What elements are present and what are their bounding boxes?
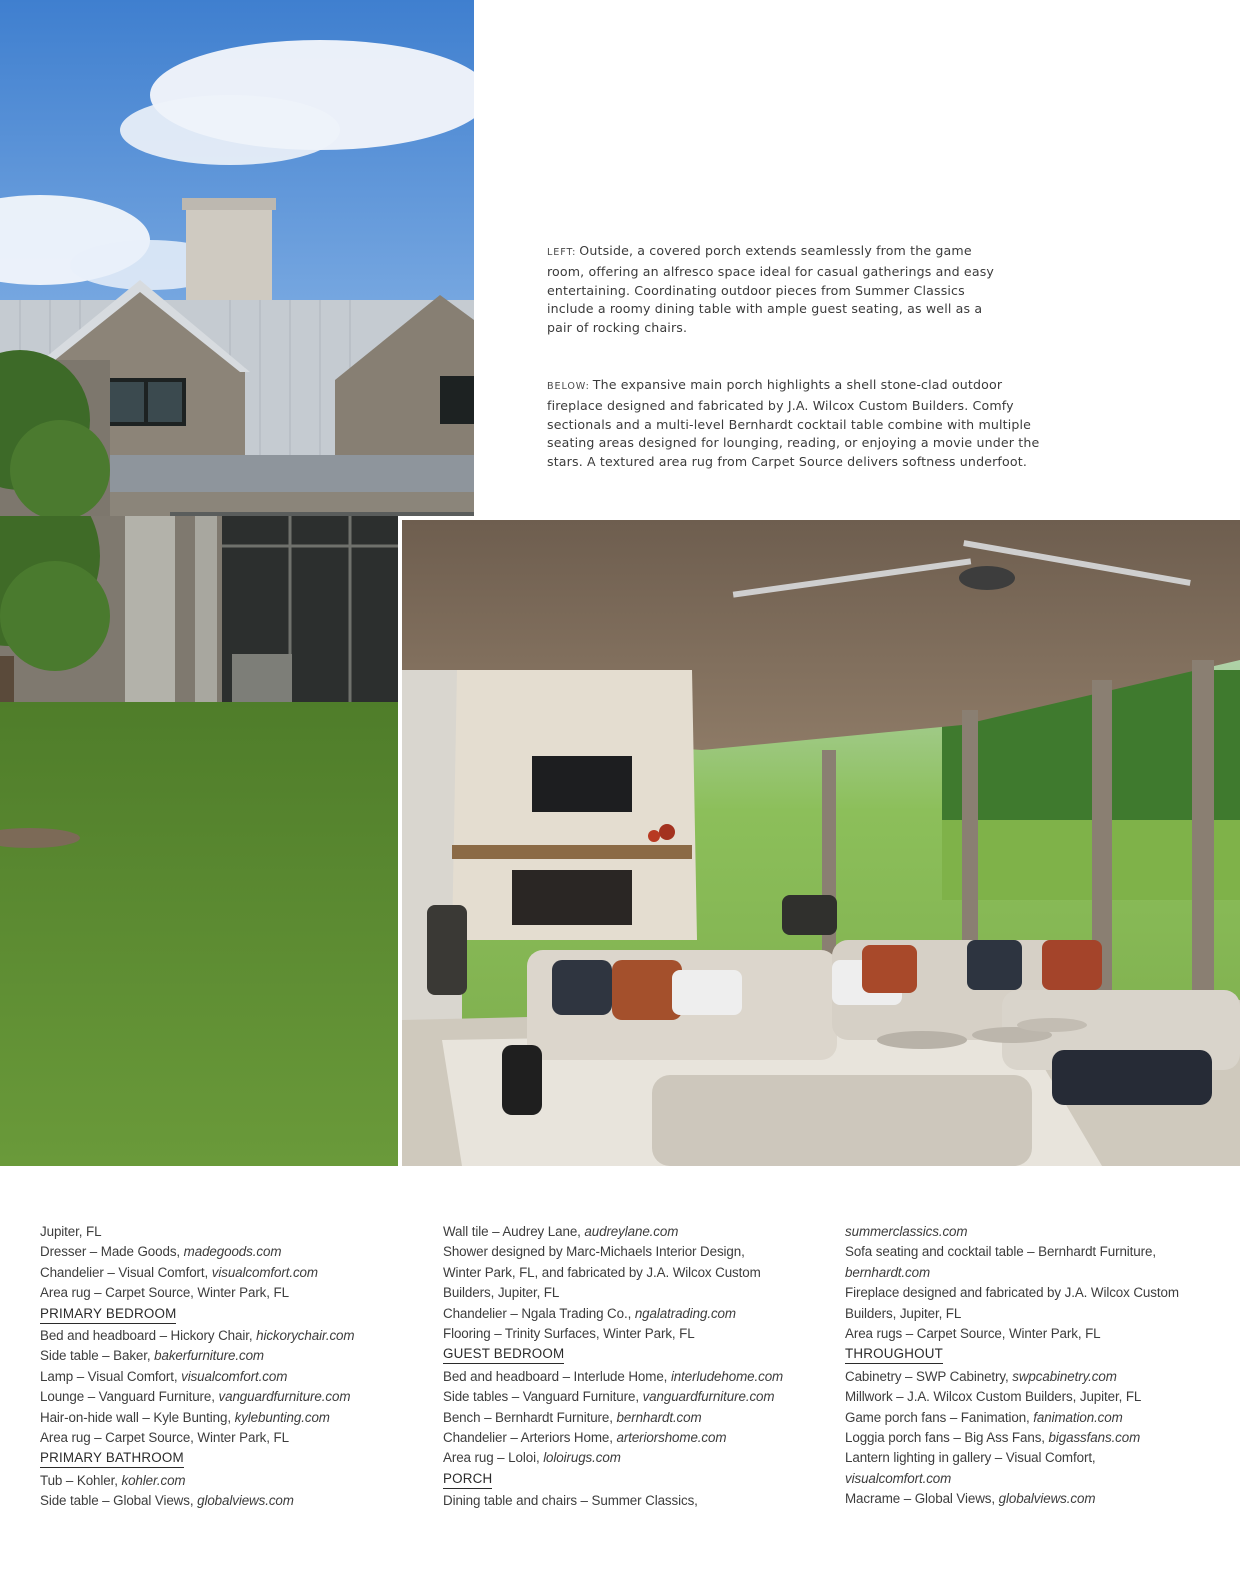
resource-text: Chandelier – Arteriors Home, (443, 1430, 617, 1446)
resource-text: Bench – Bernhardt Furniture, (443, 1409, 617, 1425)
resources-list (40, 1222, 1210, 1522)
caption-line: The expansive main porch highlights a shell stone-clad outdoor (592, 376, 1003, 392)
resource-line (40, 1326, 420, 1346)
resource-line (845, 1263, 1225, 1283)
resource-line (40, 1408, 420, 1428)
resource-website: kohler.com (121, 1472, 186, 1488)
resource-text: Area rug – Carpet Source, Winter Park, FL (40, 1285, 289, 1301)
resource-website: kylebunting.com (234, 1409, 330, 1425)
resource-text: Side tables – Vanguard Furniture, (443, 1389, 643, 1405)
resource-line (443, 1283, 823, 1303)
caption-line: include a roomy dining table with ample guest seating, as well as a (547, 301, 983, 317)
resource-line (845, 1304, 1225, 1324)
resource-line (443, 1304, 823, 1324)
resource-line (40, 1428, 420, 1448)
resource-website: globalviews.com (998, 1491, 1096, 1507)
resource-line (845, 1283, 1225, 1303)
exterior-house-photo (0, 0, 474, 516)
caption-line: Outside, a covered porch extends seamlessly from the game (579, 243, 972, 258)
resource-text: Bed and headboard – Hickory Chair, (40, 1328, 257, 1344)
photo-captions (547, 242, 1057, 472)
resource-line (40, 1471, 420, 1491)
caption-line: pair of rocking chairs. (547, 320, 688, 336)
resource-line (40, 1491, 420, 1511)
caption-below (547, 376, 1057, 472)
resource-line (845, 1367, 1225, 1387)
section-heading: GUEST BEDROOM (443, 1345, 564, 1364)
caption-line: stars. A textured area rug from Carpet Source delivers softness underfoot. (547, 454, 1027, 470)
resource-website: ngalatrading.com (634, 1305, 736, 1321)
resource-website: vanguardfurniture.com (642, 1389, 775, 1405)
resource-website: globalviews.com (197, 1493, 294, 1509)
resource-website: bakerfurniture.com (154, 1348, 264, 1364)
resource-website: interludehome.com (670, 1368, 784, 1384)
resource-text: Fireplace designed and fabricated by J.A. Wilcox Custom (845, 1285, 1179, 1301)
resource-website: hickorychair.com (256, 1328, 355, 1344)
resource-website: bernhardt.com (845, 1264, 931, 1280)
resource-text: Sofa seating and cocktail table – Bernhardt Furniture, (845, 1244, 1156, 1260)
resource-text: Dining table and chairs – Summer Classics, (443, 1493, 698, 1509)
resource-line (40, 1387, 420, 1407)
resource-line (443, 1387, 823, 1407)
resource-line (845, 1489, 1225, 1509)
resource-line (845, 1387, 1225, 1407)
resource-text: Area rugs – Carpet Source, Winter Park, FL (845, 1326, 1101, 1342)
resource-line (40, 1242, 420, 1262)
porch-interior-photo (402, 520, 1240, 1166)
resource-line (443, 1448, 823, 1468)
resource-line (443, 1242, 823, 1262)
resource-text: Wall tile – Audrey Lane, (443, 1224, 585, 1239)
resource-website: fanimation.com (1033, 1409, 1123, 1425)
resource-line (40, 1346, 420, 1366)
lawn-photo-extension (0, 516, 398, 1166)
resource-line (845, 1408, 1225, 1428)
resource-text: Millwork – J.A. Wilcox Custom Builders, Jupiter, FL (845, 1389, 1142, 1405)
resource-website: visualcomfort.com (845, 1470, 952, 1486)
resource-text: Area rug – Loloi, (443, 1450, 544, 1466)
resource-text: Builders, Jupiter, FL (845, 1305, 962, 1321)
resource-website: audreylane.com (584, 1224, 679, 1239)
caption-line: room, offering an alfresco space ideal for casual gatherings and easy (547, 263, 995, 279)
caption-line: sectionals and a multi-level Bernhardt cocktail table combine with multiple (547, 416, 1032, 432)
resource-line (845, 1448, 1225, 1468)
resource-line (443, 1408, 823, 1428)
resource-line (845, 1242, 1225, 1262)
caption-line: entertaining. Coordinating outdoor pieces from Summer Classics (547, 282, 965, 298)
resource-text: Builders, Jupiter, FL (443, 1285, 560, 1301)
resource-line (443, 1222, 823, 1242)
resource-text: Area rug – Carpet Source, Winter Park, FL (40, 1430, 289, 1446)
resource-text: Side table – Global Views, (40, 1493, 198, 1509)
resource-line (40, 1367, 420, 1387)
resource-line (845, 1222, 1225, 1242)
resource-text: Winter Park, FL, and fabricated by J.A. Wilcox Custom (443, 1264, 761, 1280)
section-heading: PRIMARY BEDROOM (40, 1305, 176, 1324)
resource-text: Cabinetry – SWP Cabinetry, (845, 1368, 1013, 1384)
resources-column-1 (40, 1222, 420, 1512)
section-heading: PORCH (443, 1470, 492, 1489)
caption-line: fireplace designed and fabricated by J.A. Wilcox Custom Builders. Comfy (547, 397, 1014, 413)
resource-text: Shower designed by Marc-Michaels Interior Design, (443, 1244, 745, 1260)
resource-line (845, 1428, 1225, 1448)
resources-column-2 (443, 1222, 823, 1512)
resource-text: Side table – Baker, (40, 1348, 155, 1364)
resource-website: visualcomfort.com (211, 1264, 318, 1280)
resource-line (443, 1428, 823, 1448)
resource-website: arteriorshome.com (616, 1430, 727, 1446)
resource-heading-line (443, 1344, 823, 1366)
resource-text: Macrame – Global Views, (845, 1491, 999, 1507)
resource-website: madegoods.com (183, 1244, 282, 1260)
resource-heading-line (443, 1469, 823, 1491)
resource-text: Chandelier – Visual Comfort, (40, 1264, 212, 1280)
resource-line (845, 1324, 1225, 1344)
resource-website: summerclassics.com (845, 1224, 968, 1239)
resource-line (443, 1491, 823, 1511)
resource-website: vanguardfurniture.com (218, 1389, 351, 1405)
resource-text: Jupiter, FL (40, 1224, 102, 1239)
resource-text: Hair-on-hide wall – Kyle Bunting, (40, 1409, 235, 1425)
resource-line (40, 1263, 420, 1283)
section-heading: PRIMARY BATHROOM (40, 1449, 184, 1468)
resource-website: loloirugs.com (543, 1450, 621, 1466)
resource-text: Bed and headboard – Interlude Home, (443, 1368, 671, 1384)
resource-text: Chandelier – Ngala Trading Co., (443, 1305, 635, 1321)
resource-text: Loggia porch fans – Big Ass Fans, (845, 1430, 1049, 1446)
resource-line (443, 1324, 823, 1344)
resource-text: Lamp – Visual Comfort, (40, 1368, 182, 1384)
resource-line (40, 1283, 420, 1303)
resource-line (845, 1469, 1225, 1489)
resource-text: Lounge – Vanguard Furniture, (40, 1389, 219, 1405)
resource-website: swpcabinetry.com (1012, 1368, 1117, 1384)
resource-text: Tub – Kohler, (40, 1472, 122, 1488)
caption-left (547, 242, 1057, 338)
resource-website: visualcomfort.com (181, 1368, 288, 1384)
resource-heading-line (845, 1344, 1225, 1366)
resource-website: bernhardt.com (616, 1409, 702, 1425)
caption-label: BELOW: (547, 380, 590, 392)
resource-text: Dresser – Made Goods, (40, 1244, 184, 1260)
caption-line: seating areas designed for lounging, reading, or enjoying a movie under the (547, 435, 1040, 451)
resource-line (40, 1222, 420, 1242)
caption-label: LEFT: (547, 247, 577, 258)
section-heading: THROUGHOUT (845, 1345, 943, 1364)
resources-column-3 (845, 1222, 1225, 1510)
resource-heading-line (40, 1304, 420, 1326)
resource-website: bigassfans.com (1048, 1430, 1141, 1446)
resource-heading-line (40, 1448, 420, 1470)
resource-text: Flooring – Trinity Surfaces, Winter Park, FL (443, 1326, 695, 1342)
resource-text: Game porch fans – Fanimation, (845, 1409, 1034, 1425)
resource-text: Lantern lighting in gallery – Visual Comfort, (845, 1450, 1096, 1466)
resource-line (443, 1263, 823, 1283)
resource-line (443, 1367, 823, 1387)
